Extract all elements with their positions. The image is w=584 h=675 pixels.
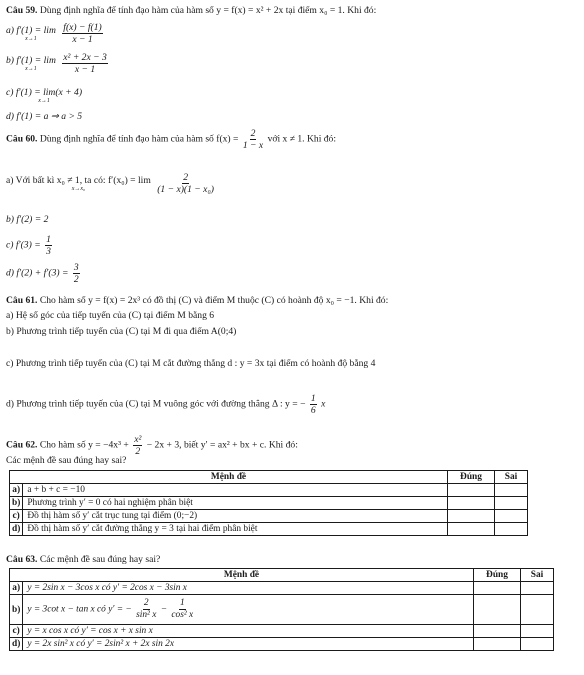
q59-b-den: x − 1 (74, 64, 96, 75)
fraction-numerator: 2 (143, 598, 149, 608)
table-row (10, 497, 528, 510)
q63-header-false: Sai (521, 569, 554, 582)
row-label: c) (10, 510, 23, 523)
q59-a-lim: a) f′(1) = lim (6, 24, 56, 36)
q61-d-den: 6 (310, 405, 316, 416)
q59-statement (6, 4, 376, 17)
table-row (10, 638, 554, 651)
row-label: d) (10, 523, 23, 536)
row-proposition: Đồ thị hàm số y′ cắt trục tung tại điểm (0;−2) (23, 510, 448, 523)
q59-option-c (6, 88, 84, 104)
q60-f-den: 1 − x (242, 140, 264, 151)
minus-sign: − (160, 604, 168, 615)
row-proposition: a + b + c = −10 (23, 484, 448, 497)
true-cell[interactable] (474, 595, 521, 625)
q59-a-den: x − 1 (72, 34, 93, 45)
q60-c-text: c) f′(3) = (6, 239, 41, 251)
q59-a-num: f(x) − f(1) (63, 22, 102, 33)
row-label: b) (10, 595, 23, 625)
table-row (10, 595, 554, 625)
table-row (10, 625, 554, 638)
q61-option-a: a) Hệ số góc của tiếp tuyến của (C) tại điểm M bằng 6 (6, 310, 215, 321)
table-row (10, 510, 528, 523)
row-proposition (23, 595, 474, 625)
q60-d-den: 2 (73, 274, 79, 285)
q61-option-d (6, 393, 325, 416)
q63-statement (6, 553, 160, 566)
q60-f-num: 2 (250, 128, 256, 139)
q63-table-header (10, 569, 554, 582)
true-cell[interactable] (474, 625, 521, 638)
q62-text2: − 2x + 3, biết y′ = ax² + bx + c. Khi đó: (146, 439, 298, 451)
false-cell[interactable] (521, 625, 554, 638)
q60-option-d (6, 262, 82, 285)
true-cell[interactable] (474, 582, 521, 595)
false-cell[interactable] (495, 523, 528, 536)
q62-header-false: Sai (495, 471, 528, 484)
q62-table (9, 470, 528, 536)
row-label: c) (10, 625, 23, 638)
q61-option-b: b) Phương trình tiếp tuyến của (C) tại M đi qua điểm A(0;4) (6, 326, 237, 337)
q61-option-c: c) Phương trình tiếp tuyến của (C) tại M cắt đường thẳng d : y = 3x tại điểm có hoành độ bằng 4 (6, 358, 376, 369)
q59-heading: Câu 59. (6, 5, 38, 16)
q61-heading: Câu 61. (6, 295, 38, 306)
true-cell[interactable] (448, 523, 495, 536)
q59-option-d (6, 110, 82, 123)
row-proposition-text: y = 3cot x − tan x có y′ = − (27, 604, 132, 615)
q60-a-sub: x→x₀ (71, 185, 86, 192)
false-cell[interactable] (495, 484, 528, 497)
false-cell[interactable] (521, 582, 554, 595)
q59-b-num: x² + 2x − 3 (63, 52, 107, 63)
q61-text: Cho hàm số y = f(x) = 2x³ có đồ thị (C) và điểm M thuộc (C) có hoành độ x₀ = −1. Khi đó: (39, 295, 389, 306)
table-row (10, 484, 528, 497)
q60-a-den: (1 − x)(1 − x₀) (157, 184, 214, 195)
q62-table-header (10, 471, 528, 484)
row-proposition: y = 2x sin² x có y′ = 2sin² x + 2x sin 2x (23, 638, 474, 651)
q59-b-sub: x→1 (25, 65, 37, 72)
true-cell[interactable] (474, 638, 521, 651)
q59-b-lim: b) f′(1) = lim (6, 54, 56, 66)
row-proposition: Đồ thị hàm số y′ cắt đường thẳng y = 3 tại hai điểm phân biệt (23, 523, 448, 536)
q60-a-lim: a) Với bất kì x₀ ≠ 1, ta có: f′(x₀) = lim (6, 174, 151, 186)
q59-a-sub: x→1 (25, 35, 37, 42)
row-proposition: Phương trình y′ = 0 có hai nghiệm phân biệt (23, 497, 448, 510)
q62-f-num: x² (134, 434, 142, 445)
fraction-denominator: cos² x (171, 610, 194, 620)
row-label: b) (10, 497, 23, 510)
fraction-denominator: sin² x (136, 610, 157, 620)
q60-text: Dùng định nghĩa để tính đạo hàm của hàm số f(x) = (39, 133, 239, 145)
q60-option-b (6, 213, 48, 226)
q60-option-c (6, 234, 54, 257)
q62-heading: Câu 62. (6, 439, 38, 451)
row-label: a) (10, 582, 23, 595)
q60-b-text: b) f′(2) = 2 (6, 214, 49, 225)
q60-c-den: 3 (46, 246, 51, 257)
q62-header-proposition: Mệnh đề (10, 471, 448, 484)
row-label: d) (10, 638, 23, 651)
q59-c-text: c) f′(1) = lim(x + 4) (6, 87, 83, 98)
q61-d-text: d) Phương trình tiếp tuyến của (C) tại M vuông góc với đường thẳng Δ : y = − (6, 398, 306, 410)
row-proposition: y = 2sin x − 3cos x có y′ = 2cos x − 3sin x (23, 582, 474, 595)
false-cell[interactable] (495, 510, 528, 523)
q59-d-text: d) f′(1) = a ⇒ a > 5 (6, 111, 83, 122)
q60-text2: với x ≠ 1. Khi đó: (267, 133, 337, 145)
q63-table (9, 568, 554, 651)
q59-text: Dùng định nghĩa để tính đạo hàm của hàm số y = f(x) = x² + 2x tại điểm x₀ = 1. Khi đó: (39, 5, 377, 16)
q61-statement (6, 294, 388, 307)
table-row (10, 523, 528, 536)
q62-f-den: 2 (135, 446, 141, 457)
q60-statement (6, 128, 336, 151)
false-cell[interactable] (521, 638, 554, 651)
true-cell[interactable] (448, 484, 495, 497)
q63-header-true: Đúng (474, 569, 521, 582)
q63-header-proposition: Mệnh đề (10, 569, 474, 582)
q59-option-b (6, 52, 110, 75)
q59-c-sub: x→1 (38, 98, 50, 104)
q60-option-a (6, 172, 216, 195)
table-row (10, 582, 554, 595)
q61-d-tail: x (321, 398, 326, 410)
q61-d-num: 1 (310, 393, 316, 404)
false-cell[interactable] (521, 595, 554, 625)
q63-intro: Các mệnh đề sau đúng hay sai? (39, 554, 161, 565)
true-cell[interactable] (448, 497, 495, 510)
q63-heading: Câu 63. (6, 554, 38, 565)
false-cell[interactable] (495, 497, 528, 510)
q62-text: Cho hàm số y = −4x³ + (39, 439, 129, 451)
fraction-numerator: 1 (179, 598, 185, 608)
q60-a-num: 2 (183, 172, 188, 183)
row-proposition: y = x cos x có y′ = cos x + x sin x (23, 625, 474, 638)
q60-heading: Câu 60. (6, 133, 38, 145)
q60-c-num: 1 (46, 234, 51, 245)
row-label: a) (10, 484, 23, 497)
q62-intro: Các mệnh đề sau đúng hay sai? (6, 455, 127, 466)
q60-d-num: 3 (73, 262, 79, 273)
q62-header-true: Đúng (448, 471, 495, 484)
q60-d-text: d) f′(2) + f′(3) = (6, 267, 69, 279)
true-cell[interactable] (448, 510, 495, 523)
q59-option-a (6, 22, 105, 45)
